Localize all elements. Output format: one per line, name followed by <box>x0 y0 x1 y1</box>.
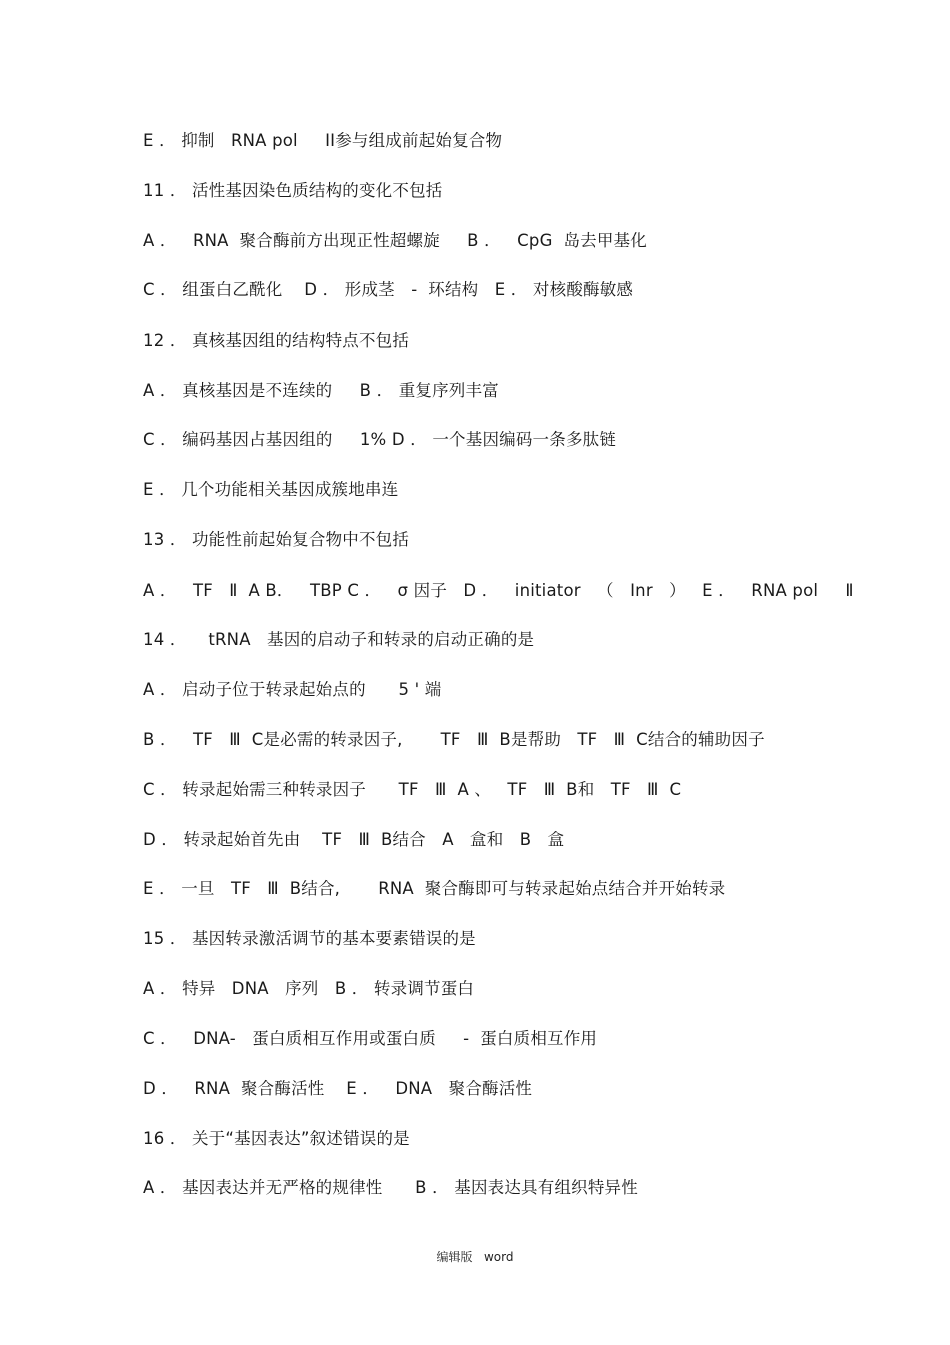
text-line: A ． 真核基因是不连续的 B ． 重复序列丰富 <box>143 381 499 400</box>
text-line: A ． RNA 聚合酶前方出现正性超螺旋 B ． CpG 岛去甲基化 <box>143 231 647 250</box>
text-line: A ． 基因表达并无严格的规律性 B ． 基因表达具有组织特异性 <box>143 1178 638 1197</box>
text-line: C ． DNA- 蛋白质相互作用或蛋白质 - 蛋白质相互作用 <box>143 1029 598 1048</box>
text-line: E ． 一旦 TF Ⅲ B结合, RNA 聚合酶即可与转录起始点结合并开始转录 <box>143 879 726 898</box>
text-line: E ． 几个功能相关基因成簇地串连 <box>143 480 399 499</box>
question-16-title: 16 ． 关于“基因表达”叙述错误的是 <box>143 1129 410 1148</box>
page-footer: 编辑版 word <box>436 1250 514 1264</box>
question-15-title: 15 ． 基因转录激活调节的基本要素错误的是 <box>143 929 476 948</box>
text-line: D ． RNA 聚合酶活性 E ． DNA 聚合酶活性 <box>143 1079 533 1098</box>
text-line: A ． 特异 DNA 序列 B ． 转录调节蛋白 <box>143 979 475 998</box>
question-13-title: 13 ． 功能性前起始复合物中不包括 <box>143 530 410 549</box>
text-line: E ． 抑制 RNA pol II参与组成前起始复合物 <box>143 131 503 150</box>
text-line: D ． 转录起始首先由 TF Ⅲ B结合 A 盒和 B 盒 <box>143 830 565 849</box>
text-line: C ． 转录起始需三种转录因子 TF Ⅲ A 、 TF Ⅲ B和 TF Ⅲ C <box>143 780 682 799</box>
text-line: C ． 编码基因占基因组的 1% D ． 一个基因编码一条多肽链 <box>143 430 617 449</box>
text-line: C ． 组蛋白乙酰化 D ． 形成茎 - 环结构 E ． 对核酸酶敏感 <box>143 280 634 299</box>
text-line: A ． TF Ⅱ A B． TBP C ． σ 因子 D ． initiator （ Inr ） E ． RNA pol Ⅱ <box>143 581 854 600</box>
text-line: B ． TF Ⅲ C是必需的转录因子, TF Ⅲ B是帮助 TF Ⅲ C结合的辅助因子 <box>143 730 765 749</box>
question-14-title: 14 ． tRNA 基因的启动子和转录的启动正确的是 <box>143 630 535 649</box>
question-11-title: 11 ． 活性基因染色质结构的变化不包括 <box>143 181 443 200</box>
question-12-title: 12 ． 真核基因组的结构特点不包括 <box>143 331 410 350</box>
text-line: A ． 启动子位于转录起始点的 5 ' 端 <box>143 680 442 699</box>
